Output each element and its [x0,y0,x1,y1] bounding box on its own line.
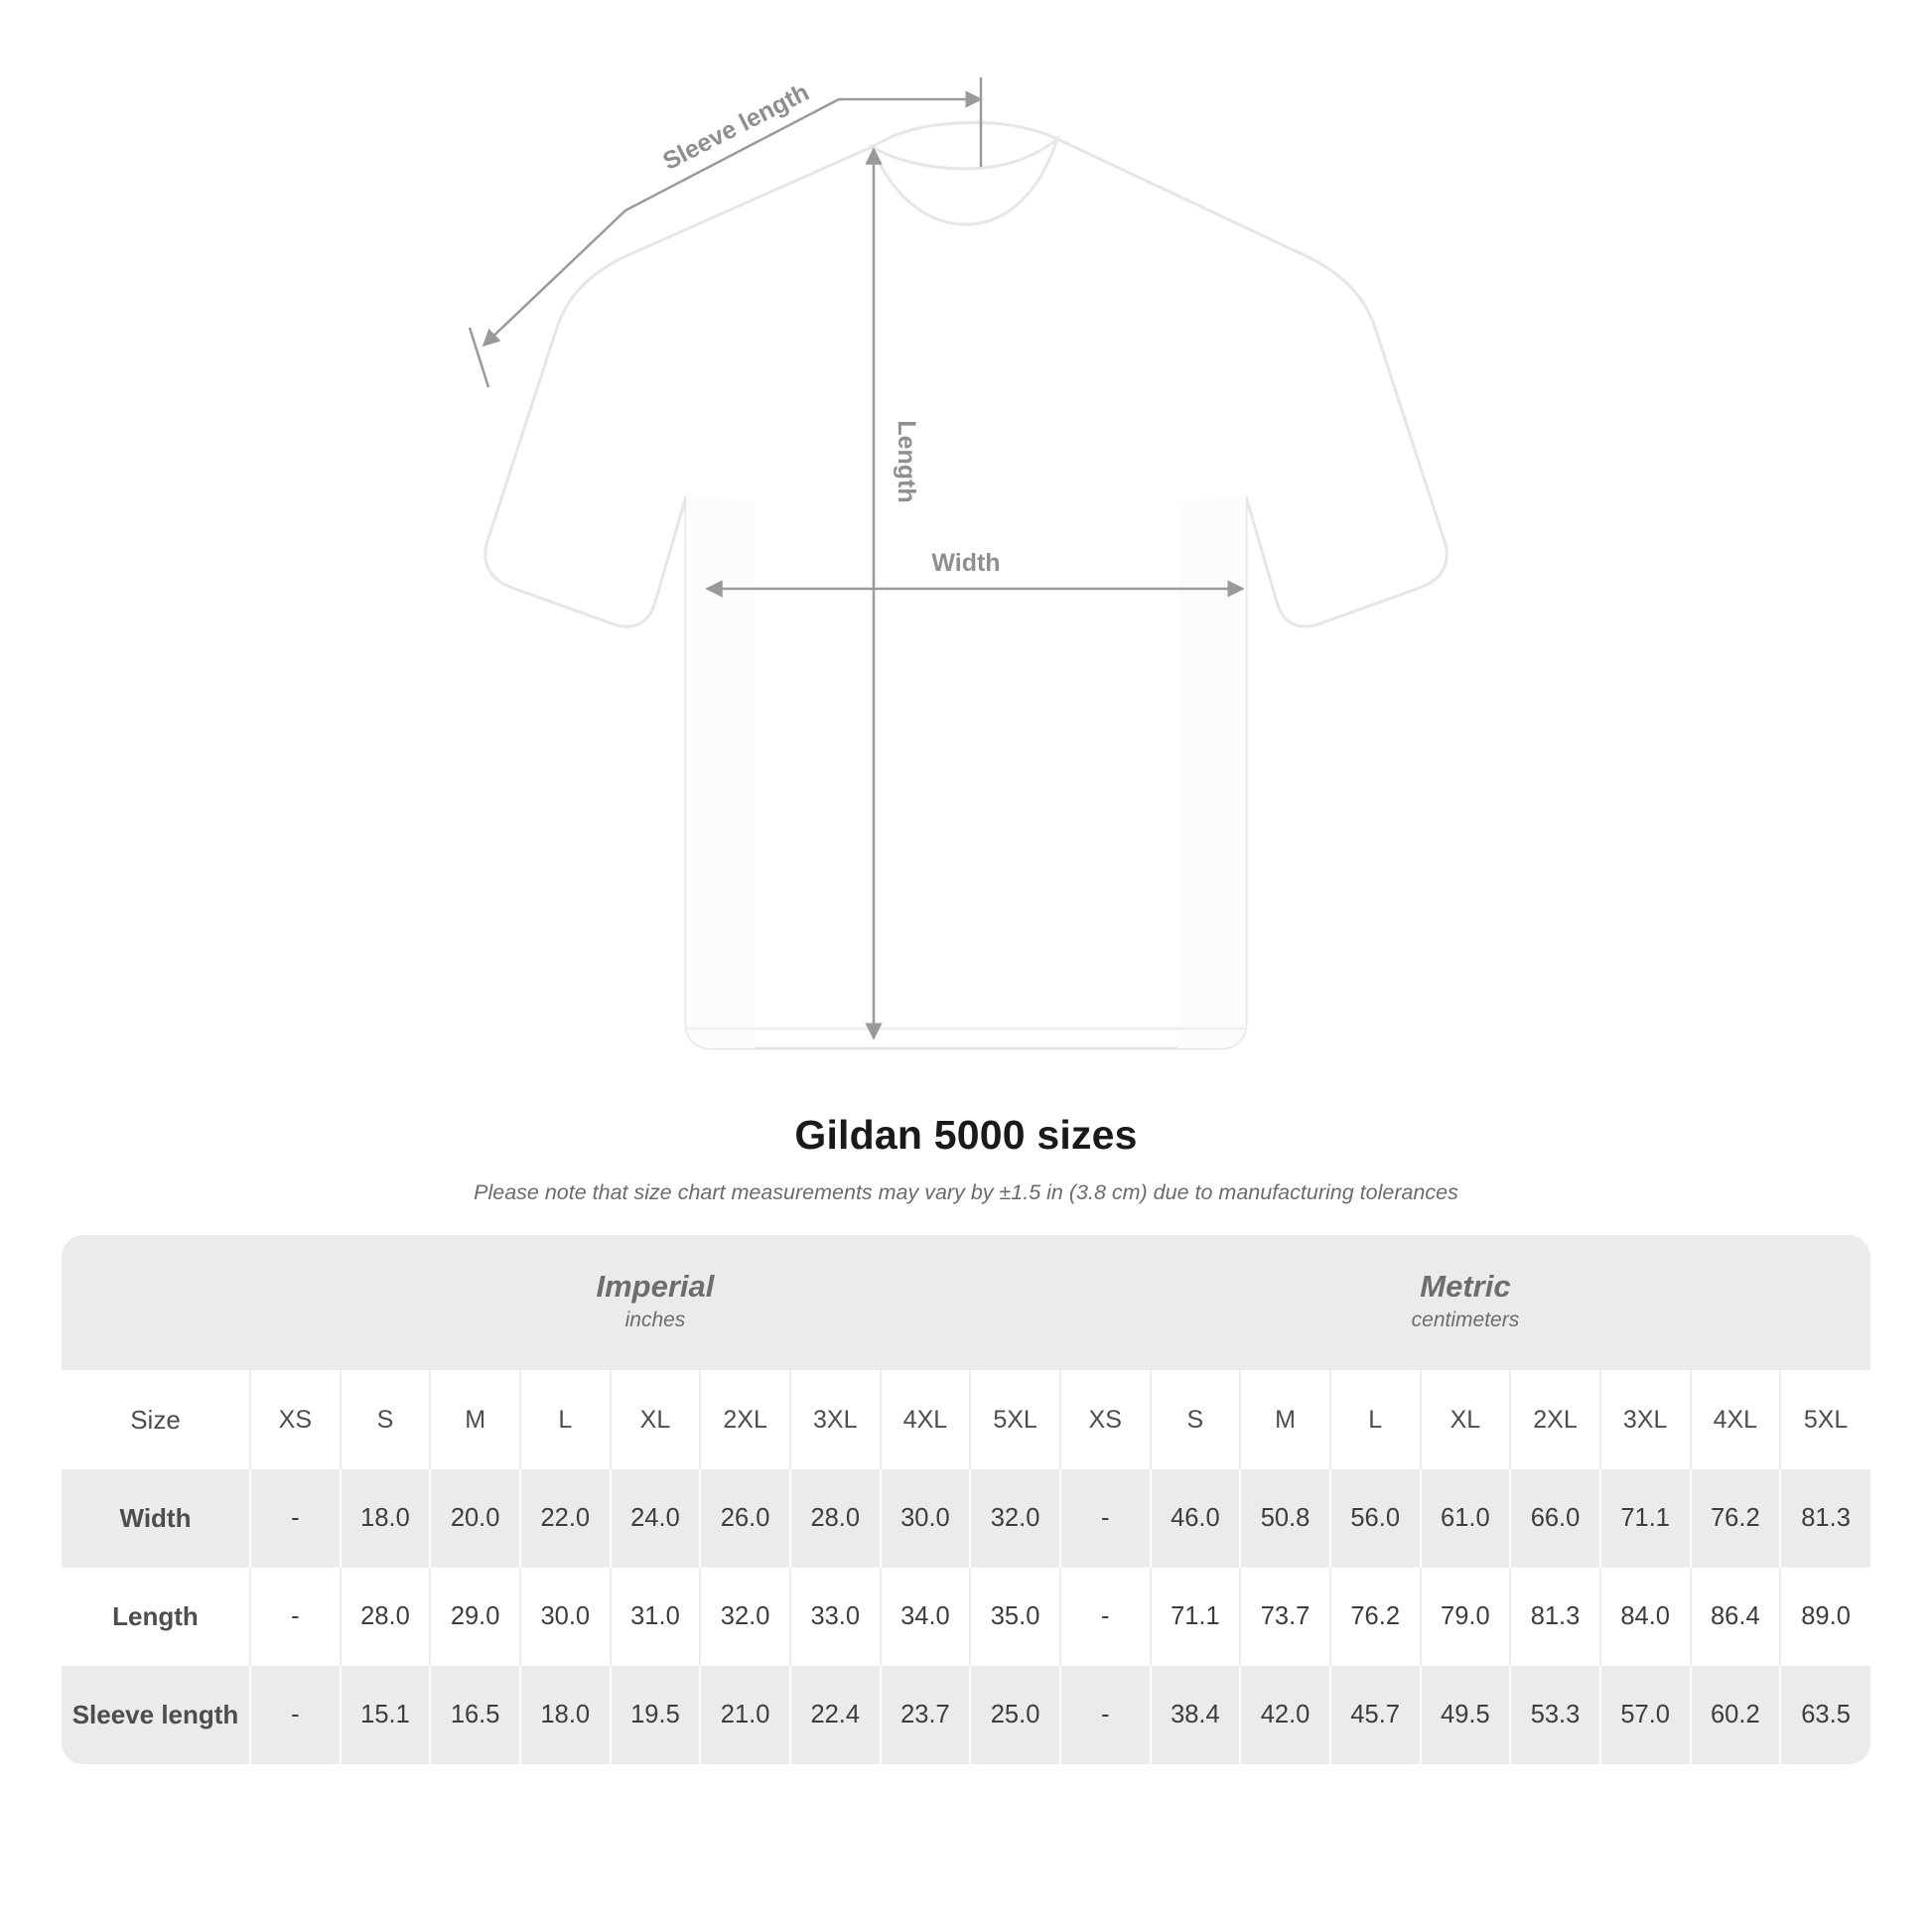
tshirt-shape [485,123,1447,1048]
measurement-cell: 53.3 [1510,1666,1600,1764]
measurement-cell: 57.0 [1600,1666,1691,1764]
measurement-cell: 89.0 [1780,1568,1870,1666]
tolerance-note: Please note that size chart measurements may vary by ±1.5 in (3.8 cm) due to manufacturing tolerances [474,1180,1458,1204]
measurement-cell: 18.0 [520,1666,611,1764]
size-table [62,1235,1870,1764]
measurement-cell: - [1060,1666,1151,1764]
measurement-cell: 63.5 [1780,1666,1870,1764]
measurement-cell: 18.0 [341,1469,431,1568]
measurement-cell: 45.7 [1330,1666,1421,1764]
size-header-cell: M [430,1370,520,1469]
unit-group-metric [1060,1235,1870,1370]
measurement-cell: 22.4 [790,1666,881,1764]
measurement-cell: - [1060,1469,1151,1568]
measurement-cell: 61.0 [1421,1469,1511,1568]
unit-group-imperial [250,1235,1060,1370]
size-header-cell: XL [1421,1370,1511,1469]
size-header-cell: 4XL [1691,1370,1781,1469]
measurement-cell: 34.0 [881,1568,971,1666]
table-row [62,1568,1870,1666]
measurement-cell: 25.0 [970,1666,1060,1764]
measurement-cell: - [250,1568,341,1666]
measurement-cell: 23.7 [881,1666,971,1764]
measurement-cell: 31.0 [611,1568,701,1666]
measurement-cell: 30.0 [881,1469,971,1568]
measurement-cell: 81.3 [1780,1469,1870,1568]
size-header-cell: 2XL [700,1370,790,1469]
size-header-row [62,1370,1870,1469]
table-row [62,1666,1870,1764]
length-label: Length [893,420,920,503]
measurement-cell: 24.0 [611,1469,701,1568]
unit-group-imperial-name: Imperial [596,1269,715,1305]
measurement-cell: 76.2 [1691,1469,1781,1568]
measurement-cell: 66.0 [1510,1469,1600,1568]
measurement-cell: 42.0 [1240,1666,1330,1764]
measurement-cell: 32.0 [700,1568,790,1666]
measurement-cell: 35.0 [970,1568,1060,1666]
size-header-cell: S [1151,1370,1241,1469]
measurement-cell: 20.0 [430,1469,520,1568]
measurement-cell: 73.7 [1240,1568,1330,1666]
width-label: Width [931,549,1001,577]
measurement-row-label: Width [62,1469,250,1568]
measurement-cell: 28.0 [790,1469,881,1568]
measurement-cell: 26.0 [700,1469,790,1568]
size-table-body [62,1469,1870,1764]
measurement-cell: 30.0 [520,1568,611,1666]
measurement-cell: 29.0 [430,1568,520,1666]
measurement-cell: - [1060,1568,1151,1666]
size-header-cell: 3XL [790,1370,881,1469]
size-header-cell: 3XL [1600,1370,1691,1469]
size-header-cell: XS [1060,1370,1151,1469]
measurement-cell: 84.0 [1600,1568,1691,1666]
measurement-cell: 49.5 [1421,1666,1511,1764]
measurement-cell: - [250,1666,341,1764]
unit-group-imperial-sub: inches [624,1309,686,1332]
measurement-cell: 71.1 [1600,1469,1691,1568]
measurement-cell: 22.0 [520,1469,611,1568]
size-header-cell: S [341,1370,431,1469]
measurement-row-label: Length [62,1568,250,1666]
measurement-cell: 28.0 [341,1568,431,1666]
measurement-row-label: Sleeve length [62,1666,250,1764]
unit-header-row [62,1235,1870,1370]
size-table-wrapper [62,1235,1870,1764]
measurement-cell: 19.5 [611,1666,701,1764]
measurement-cell: 56.0 [1330,1469,1421,1568]
page-title: Gildan 5000 sizes [794,1112,1138,1158]
measurement-cell: - [250,1469,341,1568]
size-header-cell: 5XL [970,1370,1060,1469]
measurement-cell: 76.2 [1330,1568,1421,1666]
measurement-cell: 32.0 [970,1469,1060,1568]
size-header-cell: 4XL [881,1370,971,1469]
size-header-cell: XS [250,1370,341,1469]
measurement-cell: 86.4 [1691,1568,1781,1666]
unit-group-metric-sub: centimeters [1411,1309,1520,1332]
measurement-cell: 46.0 [1151,1469,1241,1568]
unit-spacer [62,1235,250,1370]
measurement-cell: 16.5 [430,1666,520,1764]
measurement-cell: 21.0 [700,1666,790,1764]
size-header-cell: 2XL [1510,1370,1600,1469]
row-header-label: Size [62,1370,250,1469]
measurement-cell: 15.1 [341,1666,431,1764]
measurement-cell: 79.0 [1421,1568,1511,1666]
measurement-cell: 50.8 [1240,1469,1330,1568]
size-header-cell: XL [611,1370,701,1469]
unit-group-metric-name: Metric [1420,1269,1511,1305]
measurement-cell: 60.2 [1691,1666,1781,1764]
sleeve-length-label: Sleeve length [658,77,814,176]
measurement-cell: 81.3 [1510,1568,1600,1666]
size-header-cell: L [520,1370,611,1469]
size-header-cell: M [1240,1370,1330,1469]
measurement-cell: 33.0 [790,1568,881,1666]
measurement-cell: 38.4 [1151,1666,1241,1764]
table-row [62,1469,1870,1568]
measurement-cell: 71.1 [1151,1568,1241,1666]
size-header-cell: L [1330,1370,1421,1469]
size-header-cell: 5XL [1780,1370,1870,1469]
